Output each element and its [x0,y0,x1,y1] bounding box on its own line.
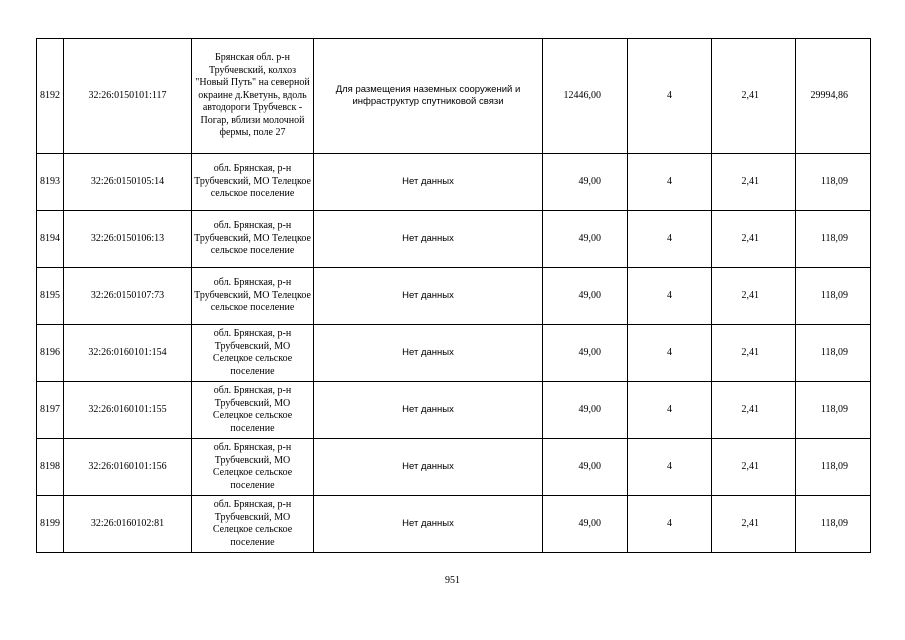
cell-cadastral-number: 32:26:0150106:13 [64,211,192,268]
cell-cadastral-number: 32:26:0150107:73 [64,268,192,325]
cell-use-group: 4 [628,211,712,268]
cell-row-number: 8196 [37,325,64,382]
cell-rate: 2,41 [712,154,796,211]
cell-permitted-use: Нет данных [314,382,543,439]
cell-rate: 2,41 [712,211,796,268]
cell-cadastral-value: 118,09 [796,325,871,382]
table-row [37,211,871,268]
cell-use-group: 4 [628,39,712,154]
cell-address: обл. Брянская, р-н Трубчевский, МО Селецкое сельское поселение [192,496,314,553]
cell-rate: 2,41 [712,39,796,154]
cell-permitted-use: Нет данных [314,268,543,325]
cell-cadastral-number: 32:26:0160101:156 [64,439,192,496]
cell-permitted-use: Нет данных [314,211,543,268]
cell-cadastral-number: 32:26:0150105:14 [64,154,192,211]
cell-use-group: 4 [628,382,712,439]
page-number: 951 [445,575,460,586]
table-row [37,382,871,439]
cell-cadastral-value: 118,09 [796,211,871,268]
cell-row-number: 8194 [37,211,64,268]
cell-row-number: 8198 [37,439,64,496]
cell-area: 49,00 [543,382,628,439]
cell-rate: 2,41 [712,496,796,553]
cell-row-number: 8192 [37,39,64,154]
cell-cadastral-value: 118,09 [796,382,871,439]
cell-use-group: 4 [628,325,712,382]
cell-permitted-use: Нет данных [314,154,543,211]
cell-address: обл. Брянская, р-н Трубчевский, МО Телецкое сельское поселение [192,154,314,211]
cell-address: обл. Брянская, р-н Трубчевский, МО Телецкое сельское поселение [192,211,314,268]
cell-row-number: 8195 [37,268,64,325]
cell-cadastral-value: 118,09 [796,154,871,211]
cell-address: обл. Брянская, р-н Трубчевский, МО Селецкое сельское поселение [192,325,314,382]
cell-cadastral-number: 32:26:0160102:81 [64,496,192,553]
land-registry-table [36,38,871,553]
cell-area: 49,00 [543,496,628,553]
table-row [37,39,871,154]
cell-rate: 2,41 [712,439,796,496]
cell-permitted-use: Нет данных [314,325,543,382]
cell-cadastral-number: 32:26:0160101:154 [64,325,192,382]
cell-cadastral-number: 32:26:0150101:117 [64,39,192,154]
cell-use-group: 4 [628,268,712,325]
cell-cadastral-value: 29994,86 [796,39,871,154]
cell-permitted-use: Нет данных [314,439,543,496]
cell-row-number: 8199 [37,496,64,553]
cell-permitted-use: Для размещения наземных сооружений и инфраструктур спутниковой связи [314,39,543,154]
cell-area: 12446,00 [543,39,628,154]
table-row [37,439,871,496]
cell-use-group: 4 [628,154,712,211]
cell-cadastral-value: 118,09 [796,268,871,325]
cell-area: 49,00 [543,268,628,325]
cell-row-number: 8197 [37,382,64,439]
cell-address: обл. Брянская, р-н Трубчевский, МО Селецкое сельское поселение [192,439,314,496]
cell-rate: 2,41 [712,382,796,439]
cell-area: 49,00 [543,325,628,382]
table-row [37,496,871,553]
cell-use-group: 4 [628,496,712,553]
table-row [37,325,871,382]
cell-rate: 2,41 [712,325,796,382]
table-row [37,268,871,325]
cell-area: 49,00 [543,211,628,268]
cell-address: обл. Брянская, р-н Трубчевский, МО Селецкое сельское поселение [192,382,314,439]
cell-use-group: 4 [628,439,712,496]
cell-address: обл. Брянская, р-н Трубчевский, МО Телецкое сельское поселение [192,268,314,325]
cell-area: 49,00 [543,439,628,496]
cell-permitted-use: Нет данных [314,496,543,553]
cell-rate: 2,41 [712,268,796,325]
cell-area: 49,00 [543,154,628,211]
table-row [37,154,871,211]
cell-address: Брянская обл. р-н Трубчевский, колхоз "Новый Путь" на северной окраине д.Кветунь, вдоль автодороги Трубчевск - Погар, вблизи молочной фермы, поле 27 [192,39,314,154]
cell-row-number: 8193 [37,154,64,211]
cell-cadastral-value: 118,09 [796,496,871,553]
table-body [37,39,871,553]
cell-cadastral-number: 32:26:0160101:155 [64,382,192,439]
cell-cadastral-value: 118,09 [796,439,871,496]
